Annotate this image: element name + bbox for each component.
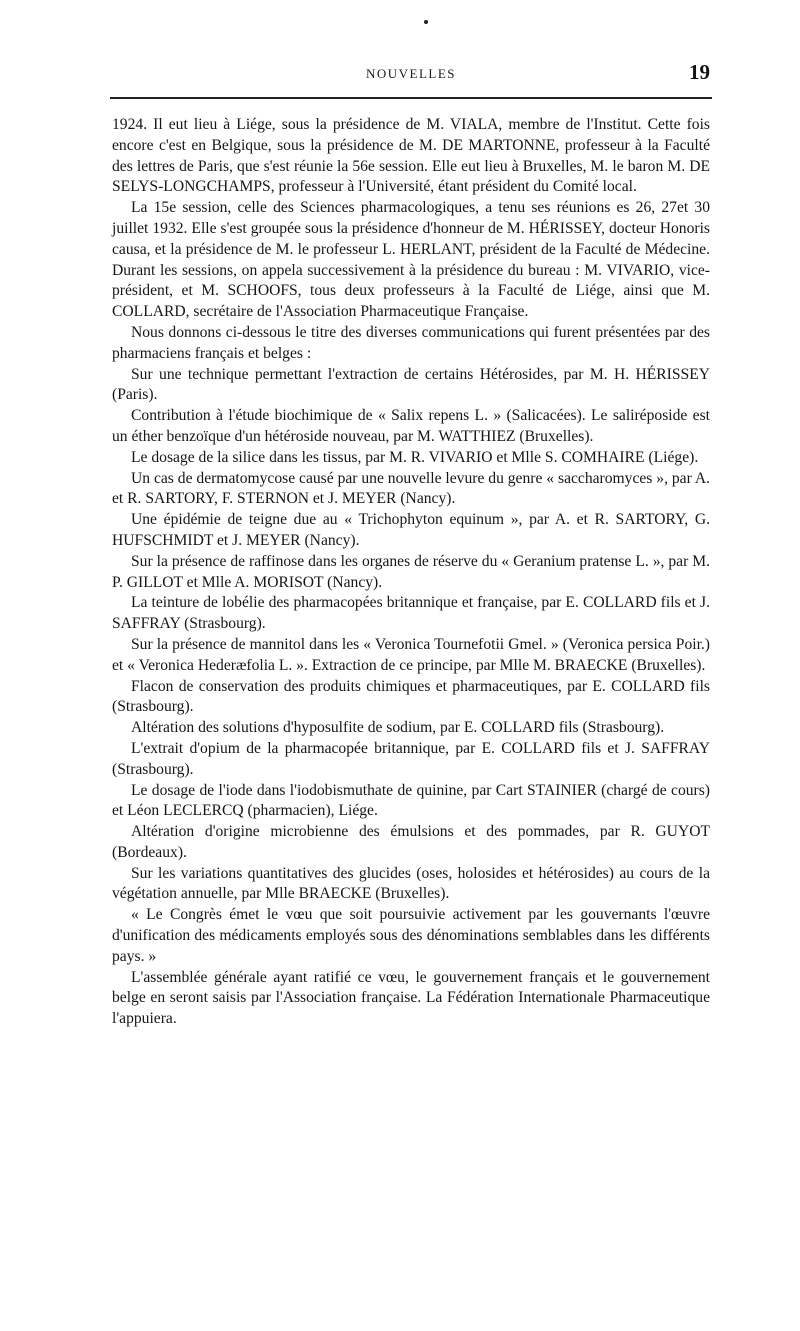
paragraph: Nous donnons ci-dessous le titre des diverses communications qui furent présentées par des pharmaciens français et belges : xyxy=(112,323,710,362)
communication-entry: Altération des solutions d'hyposulfite de sodium, par E. COLLARD fils (Strasbourg). xyxy=(131,719,665,737)
running-title: NOUVELLES xyxy=(365,66,457,81)
communication-entry: Altération d'origine microbienne des émulsions et des pommades, par R. GUYOT (Bordeaux). xyxy=(112,823,710,861)
body-text xyxy=(112,115,710,1030)
communication-entry: La teinture de lobélie des pharmacopées britannique et française, par E. COLLARD fils et J. SAFFRAY (Strasbourg). xyxy=(112,594,710,633)
header-rule xyxy=(110,97,712,99)
communication-entry: Contribution à l'étude biochimique de « Salix repens L. » (Salicacées). Le saliréposide est un éther benzoïque d'un hétéroside nouveau, par M. WATTHIEZ (Bruxelles). xyxy=(112,407,710,445)
communication-entry: Une épidémie de teigne due au « Trichophyton equinum », par A. et R. SARTORY, G. HUFSCHMIDT et J. MEYER (Nancy). xyxy=(112,511,710,549)
page-number: 19 xyxy=(689,60,710,84)
ink-speck xyxy=(424,20,428,24)
communication-entry: Un cas de dermatomycose causé par une nouvelle levure du genre « saccharomyces », par A. et R. SARTORY, F. STERNON et J. MEYER (Nancy). xyxy=(112,469,710,508)
congress-resolution: « Le Congrès émet le vœu que soit poursuivie activement par les gouvernants l'œuvre d'unification des médicaments employés sous des dénominations semblables dans les différents pays. » xyxy=(112,906,710,965)
communication-entry: Le dosage de l'iode dans l'iodobismuthate de quinine, par Cart STAINIER (chargé de cours) et Léon LECLERCQ (pharmacien), Liége. xyxy=(112,781,710,820)
communication-entry: Flacon de conservation des produits chimiques et pharmaceutiques, par E. COLLARD fils (Strasbourg). xyxy=(112,677,710,716)
communication-entry: Sur la présence de mannitol dans les « Veronica Tournefotii Gmel. » (Veronica persica Poir.) et « Veronica Hederæfolia L. ». Extraction de ce principe, par Mlle M. BRAECKE (Bruxelles). xyxy=(112,635,710,674)
closing-paragraph: L'assemblée générale ayant ratifié ce vœu, le gouvernement français et le gouvernement belge en seront saisis par l'Association française. La Fédération Internationale Pharmaceutique l'appuiera. xyxy=(112,968,710,1028)
communication-entry: Sur la présence de raffinose dans les organes de réserve du « Geranium pratense L. », par M. P. GILLOT et Mlle A. MORISOT (Nancy). xyxy=(112,552,710,591)
page-header xyxy=(112,60,710,90)
paragraph: 1924. Il eut lieu à Liége, sous la présidence de M. VIALA, membre de l'Institut. Cette fois encore c'est en Belgique, sous la présidence de M. DE MARTONNE, professeur à la Faculté des lettres de Paris, que s'est réunie la 56e session. Elle eut lieu à Bruxelles, M. le baron M. DE SELYS-LONGCHAMPS, professeur à l'Université, étant président du Comité local. xyxy=(112,116,710,196)
communication-entry: Le dosage de la silice dans les tissus, par M. R. VIVARIO et Mlle S. COMHAIRE (Liége). xyxy=(131,448,699,466)
communication-entry: Sur les variations quantitatives des glucides (oses, holosides et hétérosides) au cours de la végétation annuelle, par Mlle BRAECKE (Bruxelles). xyxy=(112,864,710,903)
communication-entry: Sur une technique permettant l'extraction de certains Hétérosides, par M. H. HÉRISSEY (Paris). xyxy=(112,365,710,404)
communication-entry: L'extrait d'opium de la pharmacopée britannique, par E. COLLARD fils et J. SAFFRAY (Strasbourg). xyxy=(112,739,710,778)
paragraph: La 15e session, celle des Sciences pharmacologiques, a tenu ses réunions es 26, 27et 30 juillet 1932. Elle s'est groupée sous la présidence d'honneur de M. HÉRISSEY, docteur Honoris causa, et la présidence de M. le professeur L. HERLANT, président de la Faculté de Médecine. Durant les sessions, on appela successivement à la présidence du bureau : M. VIVARIO, vice-président, et M. SCHOOFS, tous deux professeurs à la Faculté de Liége, ainsi que M. COLLARD, secrétaire de l'Association Pharmaceutique Française. xyxy=(112,199,710,321)
